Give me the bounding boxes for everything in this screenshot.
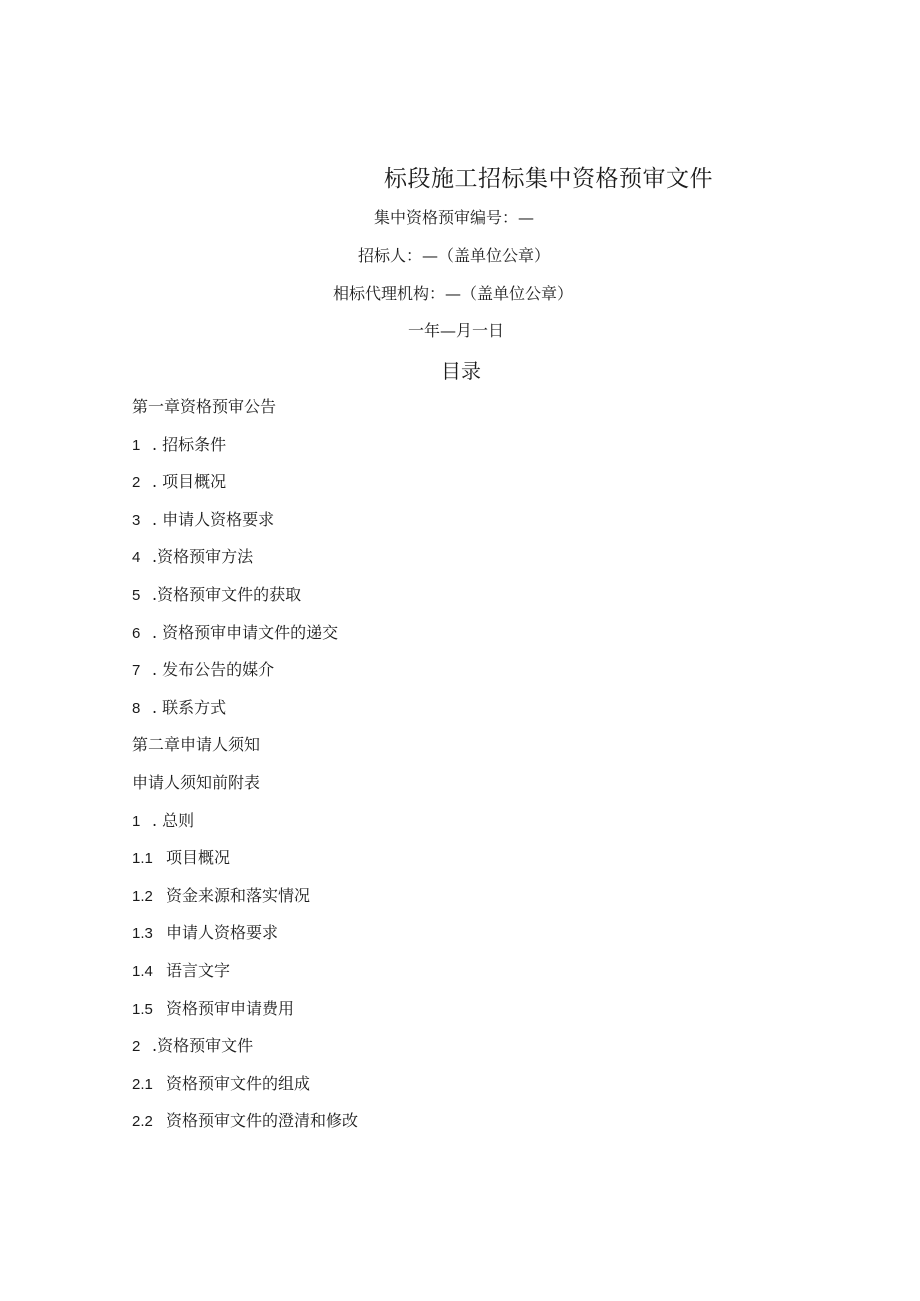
prequalification-number: 集中资格预审编号：— xyxy=(374,208,535,227)
toc-chapter-label: 第二章申请人须知 xyxy=(132,735,261,755)
toc-item-label: . 申请人资格要求 xyxy=(152,509,275,529)
toc-item-label: . 项目概况 xyxy=(152,472,227,492)
toc-item-number: 1 xyxy=(132,812,141,830)
toc-item[interactable] xyxy=(132,811,358,849)
toc-item[interactable] xyxy=(132,1074,358,1112)
table-of-contents xyxy=(132,397,358,1149)
toc-item[interactable] xyxy=(132,1111,358,1149)
toc-item[interactable] xyxy=(132,660,358,698)
toc-item-number: 4 xyxy=(132,549,141,567)
toc-item-number: 2 xyxy=(132,1038,141,1056)
toc-heading: 目录 xyxy=(441,359,481,383)
toc-item-label: 资格预审文件的组成 xyxy=(166,1073,311,1093)
toc-item[interactable]: 第一章资格预审公告 xyxy=(132,397,277,416)
toc-item-number: 1.2 xyxy=(132,887,153,905)
toc-item-label: . 总则 xyxy=(152,810,195,830)
toc-item-label: 资格预审申请费用 xyxy=(166,998,295,1018)
toc-item-label: .资格预审方法 xyxy=(152,547,254,567)
toc-item[interactable] xyxy=(132,1036,358,1074)
toc-item-number: 2.1 xyxy=(132,1075,153,1093)
toc-item-label: 资金来源和落实情况 xyxy=(166,885,311,905)
toc-item-label: 资格预审文件的澄清和修改 xyxy=(166,1111,359,1131)
toc-item-number: 1.5 xyxy=(132,1000,153,1018)
toc-item[interactable] xyxy=(132,435,358,473)
toc-item[interactable] xyxy=(132,547,358,585)
toc-chapter[interactable] xyxy=(132,735,358,773)
toc-item[interactable] xyxy=(132,999,358,1037)
toc-section-label: 申请人须知前附表 xyxy=(132,772,261,792)
toc-item[interactable] xyxy=(132,585,358,623)
toc-item-label: . 资格预审申请文件的递交 xyxy=(152,622,339,642)
date-line: 一年—月一日 xyxy=(408,321,505,340)
toc-item-number: 1.3 xyxy=(132,925,153,943)
toc-item[interactable] xyxy=(132,961,358,999)
toc-section[interactable] xyxy=(132,773,358,811)
toc-item[interactable] xyxy=(132,848,358,886)
toc-item-label: . 发布公告的媒介 xyxy=(152,660,275,680)
toc-item-number: 6 xyxy=(132,624,141,642)
toc-item-label: . 招标条件 xyxy=(152,434,227,454)
toc-item[interactable] xyxy=(132,510,358,548)
toc-item[interactable] xyxy=(132,698,358,736)
agency-line: 相标代理机构：—（盖单位公章） xyxy=(333,284,574,303)
toc-item-number: 8 xyxy=(132,699,141,717)
toc-item-number: 7 xyxy=(132,662,141,680)
tenderer-line: 招标人：—（盖单位公章） xyxy=(358,246,551,265)
toc-item-label: 申请人资格要求 xyxy=(166,923,279,943)
toc-item-number: 1.4 xyxy=(132,962,153,980)
document-title: 标段施工招标集中资格预审文件 xyxy=(384,166,713,192)
toc-item-number: 5 xyxy=(132,586,141,604)
toc-item-label: . 联系方式 xyxy=(152,697,227,717)
toc-item-number: 1 xyxy=(132,436,141,454)
toc-item[interactable] xyxy=(132,472,358,510)
toc-item[interactable] xyxy=(132,623,358,661)
toc-item[interactable] xyxy=(132,886,358,924)
toc-item-label: 项目概况 xyxy=(166,848,231,868)
toc-item-label: .资格预审文件的获取 xyxy=(152,584,302,604)
toc-item-number: 2.2 xyxy=(132,1113,153,1131)
toc-item-number: 1.1 xyxy=(132,850,153,868)
toc-item-label: .资格预审文件 xyxy=(152,1036,254,1056)
toc-item-number: 3 xyxy=(132,511,141,529)
toc-item[interactable] xyxy=(132,923,358,961)
toc-item-number: 2 xyxy=(132,474,141,492)
toc-item-label: 语言文字 xyxy=(166,960,231,980)
